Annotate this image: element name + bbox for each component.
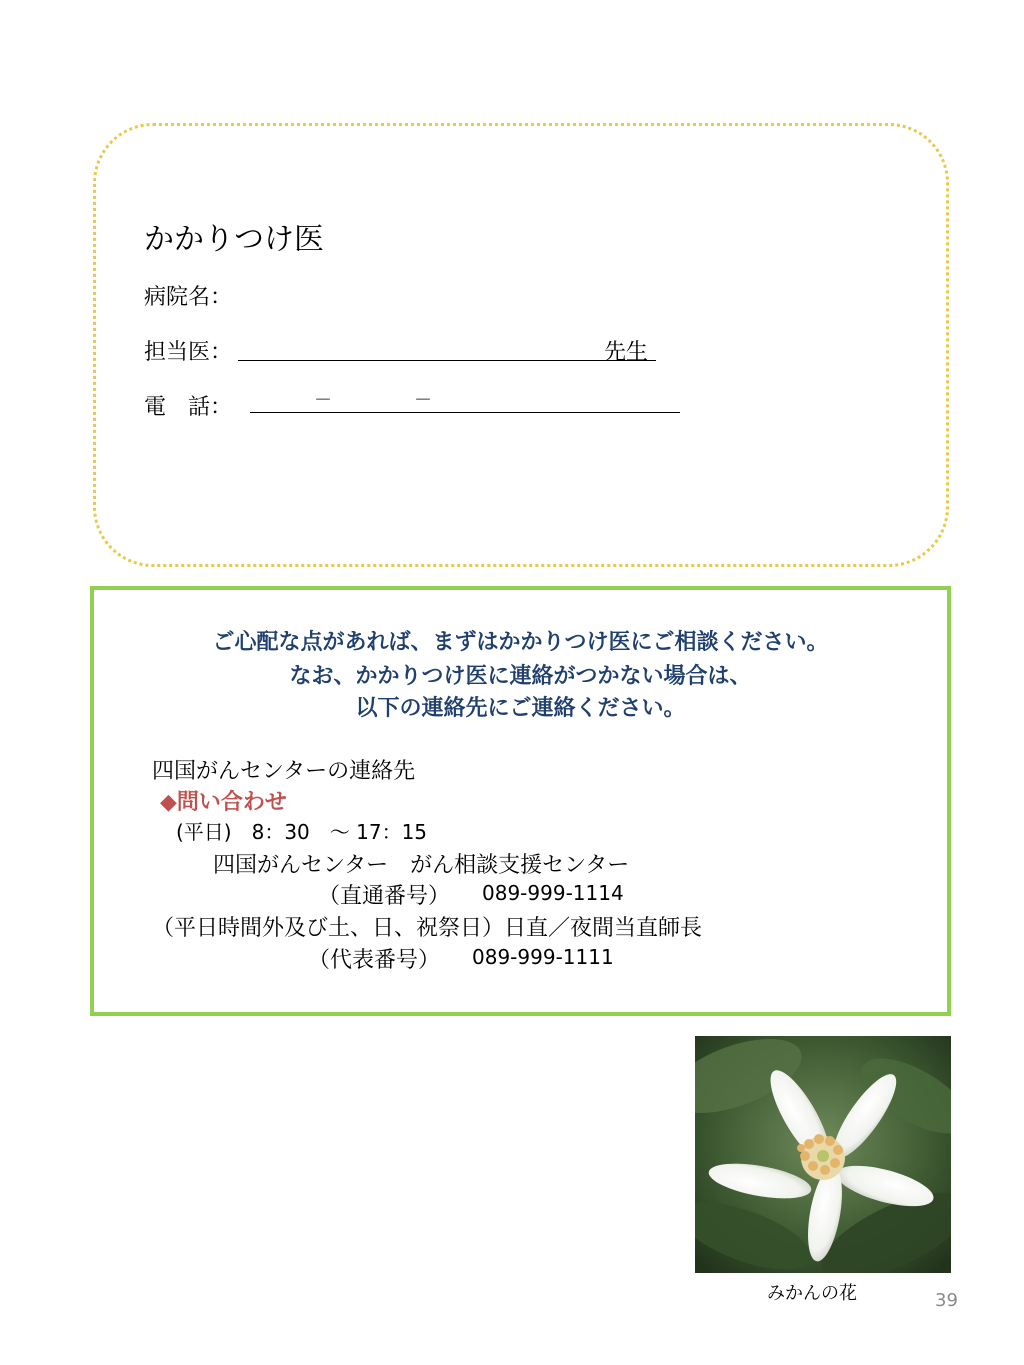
main-number: 089-999-1111 <box>472 945 614 969</box>
doctor-label: 担当医： <box>144 340 233 365</box>
photo-caption: みかんの花 <box>767 1283 857 1304</box>
offhours-text: （平日時間外及び土、日、祝祭日）日直／夜間当直師長 <box>152 916 703 941</box>
phone-label: 電 話： <box>144 395 233 420</box>
notice-line-1: ご心配な点があれば、まずはかかりつけ医にご相談ください。 <box>212 630 829 655</box>
doctor-name-line <box>238 334 656 361</box>
notice-line-3: 以下の連絡先にご連絡ください。 <box>355 696 686 721</box>
notice-line-2: なお、かかりつけ医に連絡がつかない場合は、 <box>289 664 752 689</box>
page-number: 39 <box>935 1290 958 1311</box>
phone-dash-2: － <box>414 390 432 411</box>
weekday-hours: (平日) 8：30 ～ 17：15 <box>176 820 428 844</box>
doctor-card-title: かかりつけ医 <box>144 222 324 257</box>
center-name: 四国がんセンター がん相談支援センター <box>213 853 630 878</box>
inquiry-label: ◆問い合わせ <box>160 790 287 815</box>
mikan-flower-photo <box>695 1036 951 1273</box>
direct-label: （直通番号） <box>318 884 451 909</box>
hospital-label: 病院名： <box>144 285 233 310</box>
phone-dash-1: － <box>314 390 332 411</box>
doctor-suffix: 先生 <box>604 340 649 365</box>
flower-illustration <box>695 1036 951 1273</box>
contact-heading: 四国がんセンターの連絡先 <box>152 759 416 784</box>
direct-number: 089-999-1114 <box>482 881 624 905</box>
main-label: （代表番号） <box>308 948 441 973</box>
